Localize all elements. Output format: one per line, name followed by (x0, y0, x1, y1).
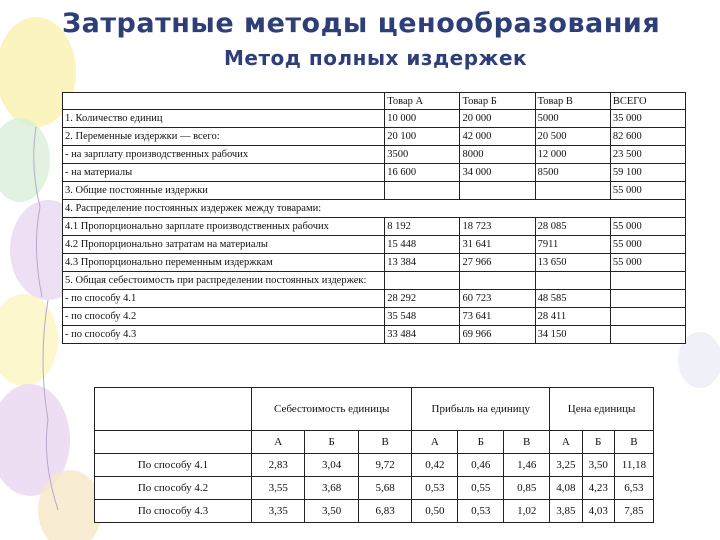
table-group-header: Цена единицы (550, 388, 654, 431)
table-row (63, 164, 686, 182)
table-section-cell: 4. Распределение постоянных издержек между товарами: (63, 200, 686, 218)
table-cell: 3,25 (550, 454, 582, 477)
page-subtitle: Метод полных издержек (224, 46, 528, 70)
table-cell: 7,85 (614, 500, 653, 523)
table-cell (610, 326, 685, 344)
table-cell: 55 000 (610, 182, 685, 200)
table-header-cell (63, 93, 385, 110)
table-cell: 48 585 (535, 290, 610, 308)
table-cell: 5. Общая себестоимость при распределении постоянных издержек: (63, 272, 385, 290)
table-cell: 73 641 (460, 308, 535, 326)
table-cell: 59 100 (610, 164, 685, 182)
table-cell: 2. Переменные издержки — всего: (63, 128, 385, 146)
table-cell: 0,85 (504, 477, 550, 500)
table-cell: - на материалы (63, 164, 385, 182)
table-corner-cell (95, 431, 252, 454)
table-cell: 4,03 (582, 500, 614, 523)
table-cell: 23 500 (610, 146, 685, 164)
table-header-cell: Товар В (535, 93, 610, 110)
table-row (63, 236, 686, 254)
table-cell: 31 641 (460, 236, 535, 254)
table-subheader-cell: А (412, 431, 458, 454)
table-cell: 13 650 (535, 254, 610, 272)
table-group-header-row (95, 388, 654, 431)
page-title: Затратные методы ценообразования (62, 8, 661, 39)
table-cell: 69 966 (460, 326, 535, 344)
table-row-label: По способу 4.1 (95, 454, 252, 477)
table-row (63, 110, 686, 128)
table-cell: 28 411 (535, 308, 610, 326)
table-cell: 4.3 Пропорционально переменным издержкам (63, 254, 385, 272)
table-header-row (63, 93, 686, 110)
table-cell: 1,46 (504, 454, 550, 477)
table-cell: 55 000 (610, 218, 685, 236)
table-cell: 35 000 (610, 110, 685, 128)
table-cell: 11,18 (614, 454, 653, 477)
table-cell: 3,55 (252, 477, 305, 500)
table-cell: 1. Количество единиц (63, 110, 385, 128)
table-cell (385, 272, 460, 290)
table-cell: 3,04 (305, 454, 358, 477)
table-cell: 18 723 (460, 218, 535, 236)
table-cell: 1,02 (504, 500, 550, 523)
table-row (63, 290, 686, 308)
table-cell: 0,42 (412, 454, 458, 477)
table-cell: 12 000 (535, 146, 610, 164)
table-subheader-row (95, 431, 654, 454)
table-cell: - по способу 4.1 (63, 290, 385, 308)
table-row (95, 454, 654, 477)
table-row (95, 477, 654, 500)
table-subheader-cell: А (550, 431, 582, 454)
table-cell: 20 000 (460, 110, 535, 128)
table-cell: 5,68 (358, 477, 411, 500)
table-cell: 0,53 (458, 500, 504, 523)
table-cell (610, 290, 685, 308)
table-cell (460, 182, 535, 200)
table-cell: 34 150 (535, 326, 610, 344)
table-cell: 2,83 (252, 454, 305, 477)
table-cell: 28 085 (535, 218, 610, 236)
table-row (63, 254, 686, 272)
table-row (63, 200, 686, 218)
table-cell: 4,23 (582, 477, 614, 500)
table-cell: 8000 (460, 146, 535, 164)
table-subheader-cell: Б (305, 431, 358, 454)
table-header-cell: Товар Б (460, 93, 535, 110)
table-subheader-cell: Б (458, 431, 504, 454)
table-cell: 42 000 (460, 128, 535, 146)
table-cell (610, 308, 685, 326)
table-row (63, 326, 686, 344)
table-cell: 3,85 (550, 500, 582, 523)
table-cell: 34 000 (460, 164, 535, 182)
table-row (63, 182, 686, 200)
table-cell: 9,72 (358, 454, 411, 477)
table-cell (460, 272, 535, 290)
table-cell: 15 448 (385, 236, 460, 254)
table-corner-cell (95, 388, 252, 431)
table-cell: 3,35 (252, 500, 305, 523)
table-cell: 3500 (385, 146, 460, 164)
table-cell: - по способу 4.3 (63, 326, 385, 344)
table-cell: 3. Общие постоянные издержки (63, 182, 385, 200)
table-row (63, 272, 686, 290)
table-cell: 0,50 (412, 500, 458, 523)
table-subheader-cell: В (504, 431, 550, 454)
table-cell: 0,53 (412, 477, 458, 500)
table-cell: 10 000 (385, 110, 460, 128)
table-cell: 28 292 (385, 290, 460, 308)
table-cell: 16 600 (385, 164, 460, 182)
table-cell: 13 384 (385, 254, 460, 272)
table-cell: 7911 (535, 236, 610, 254)
table-cell: 82 600 (610, 128, 685, 146)
table-cell: 27 966 (460, 254, 535, 272)
unit-price-table (94, 387, 654, 523)
table-cell: 0,46 (458, 454, 504, 477)
table-cell: 35 548 (385, 308, 460, 326)
table-cell (535, 182, 610, 200)
table-row (63, 308, 686, 326)
table-cell (535, 272, 610, 290)
table-cell: 5000 (535, 110, 610, 128)
table-subheader-cell: А (252, 431, 305, 454)
table-cell: 20 100 (385, 128, 460, 146)
table-row (95, 500, 654, 523)
table-header-cell: ВСЕГО (610, 93, 685, 110)
table-row (63, 146, 686, 164)
table-subheader-cell: Б (582, 431, 614, 454)
full-cost-table (62, 92, 686, 344)
table-row (63, 128, 686, 146)
table-subheader-cell: В (614, 431, 653, 454)
table-cell: 3,68 (305, 477, 358, 500)
table-cell: 33 484 (385, 326, 460, 344)
table-cell: 55 000 (610, 236, 685, 254)
table-header-cell: Товар А (385, 93, 460, 110)
table-cell: - по способу 4.2 (63, 308, 385, 326)
table-subheader-cell: В (358, 431, 411, 454)
table-cell (385, 182, 460, 200)
table-cell: 55 000 (610, 254, 685, 272)
table-cell: 6,53 (614, 477, 653, 500)
table-cell: 6,83 (358, 500, 411, 523)
table-cell: 20 500 (535, 128, 610, 146)
table-cell: 4.1 Пропорционально зарплате производственных рабочих (63, 218, 385, 236)
table-cell: - на зарплату производственных рабочих (63, 146, 385, 164)
table-row-label: По способу 4.2 (95, 477, 252, 500)
table-cell: 0,55 (458, 477, 504, 500)
table-cell: 4,08 (550, 477, 582, 500)
table-cell: 60 723 (460, 290, 535, 308)
table-cell: 8 192 (385, 218, 460, 236)
table-row-label: По способу 4.3 (95, 500, 252, 523)
table-row (63, 218, 686, 236)
table-cell: 3,50 (582, 454, 614, 477)
table-cell: 8500 (535, 164, 610, 182)
table-cell: 4.2 Пропорционально затратам на материалы (63, 236, 385, 254)
table-cell (610, 272, 685, 290)
table-cell: 3,50 (305, 500, 358, 523)
table-group-header: Прибыль на единицу (412, 388, 550, 431)
table-group-header: Себестоимость единицы (252, 388, 412, 431)
